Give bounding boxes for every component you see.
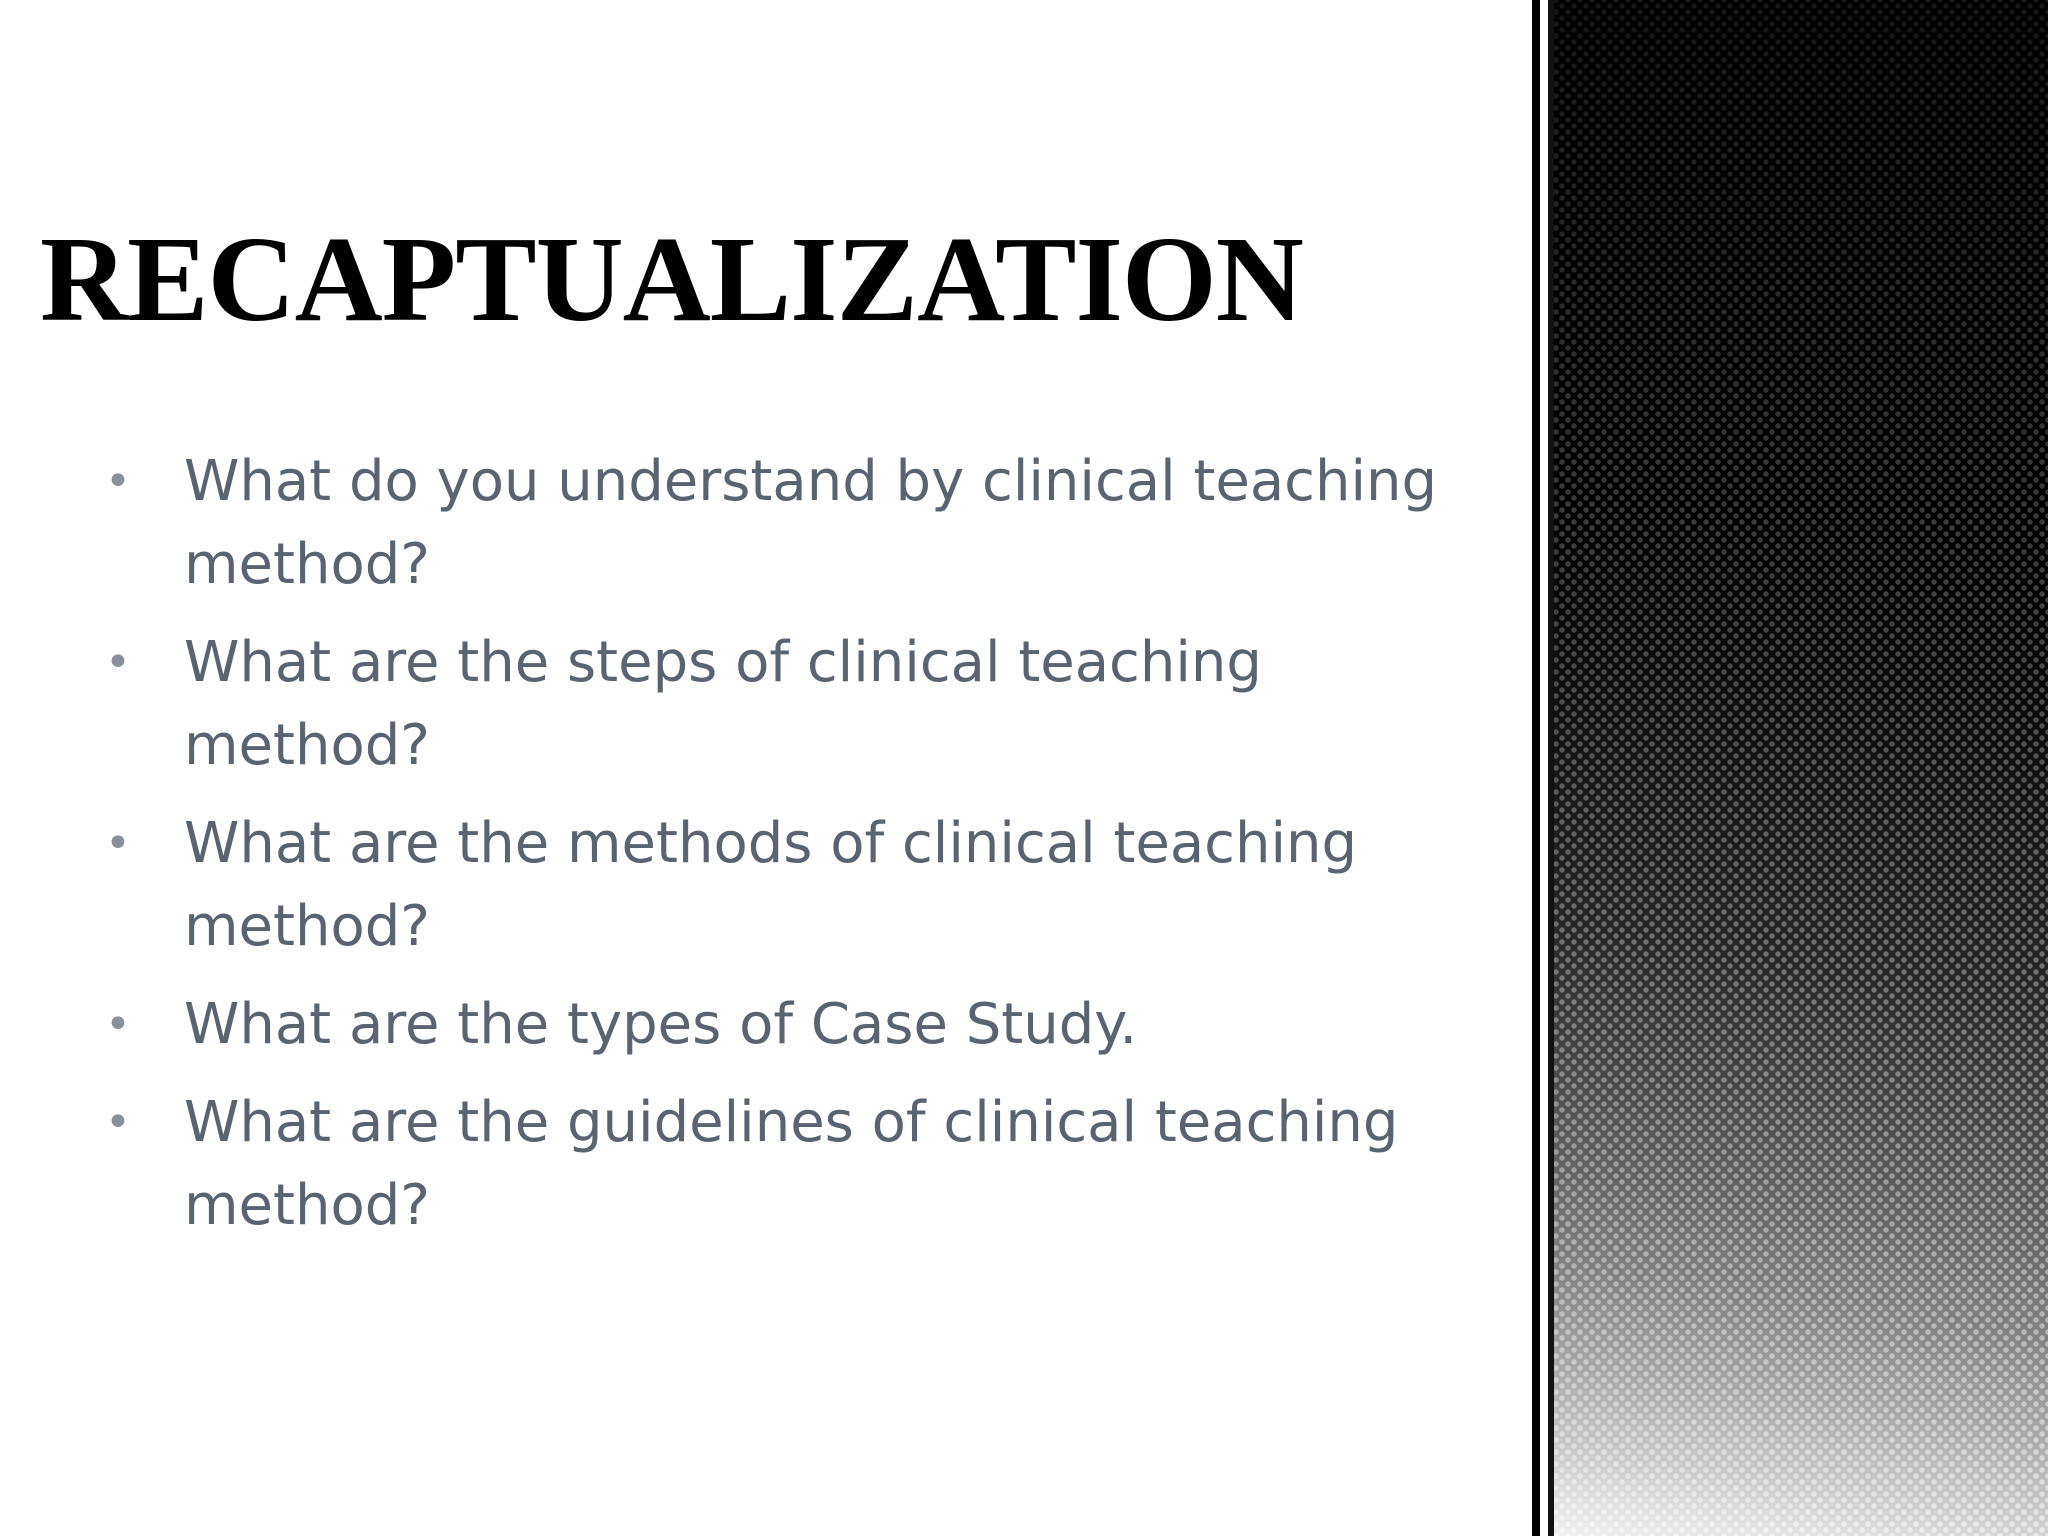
list-item bbox=[100, 1081, 1500, 1247]
bullet-text: What do you understand by clinical teaching method? bbox=[184, 449, 1438, 597]
list-item bbox=[100, 621, 1500, 787]
slide-title: RECAPTUALIZATION bbox=[40, 212, 1303, 347]
list-item bbox=[100, 983, 1500, 1066]
bullet-icon: • bbox=[105, 1097, 131, 1148]
bullet-icon: • bbox=[105, 456, 131, 507]
bullet-text: What are the types of Case Study. bbox=[184, 992, 1138, 1057]
bullet-text: What are the steps of clinical teaching method? bbox=[184, 630, 1262, 778]
list-item bbox=[100, 440, 1500, 606]
bullet-icon: • bbox=[105, 637, 131, 688]
side-stripe-white bbox=[1540, 0, 1548, 1536]
list-item bbox=[100, 802, 1500, 968]
side-stripe-black bbox=[1532, 0, 1540, 1536]
decorative-side-panel bbox=[1532, 0, 2048, 1536]
side-stripe-dark bbox=[1548, 0, 1554, 1536]
bullet-list bbox=[100, 440, 1500, 1262]
bullet-text: What are the methods of clinical teaching method? bbox=[184, 811, 1358, 959]
bullet-text: What are the guidelines of clinical teaching method? bbox=[184, 1090, 1399, 1238]
bullet-icon: • bbox=[105, 818, 131, 869]
bullet-icon: • bbox=[105, 999, 131, 1050]
